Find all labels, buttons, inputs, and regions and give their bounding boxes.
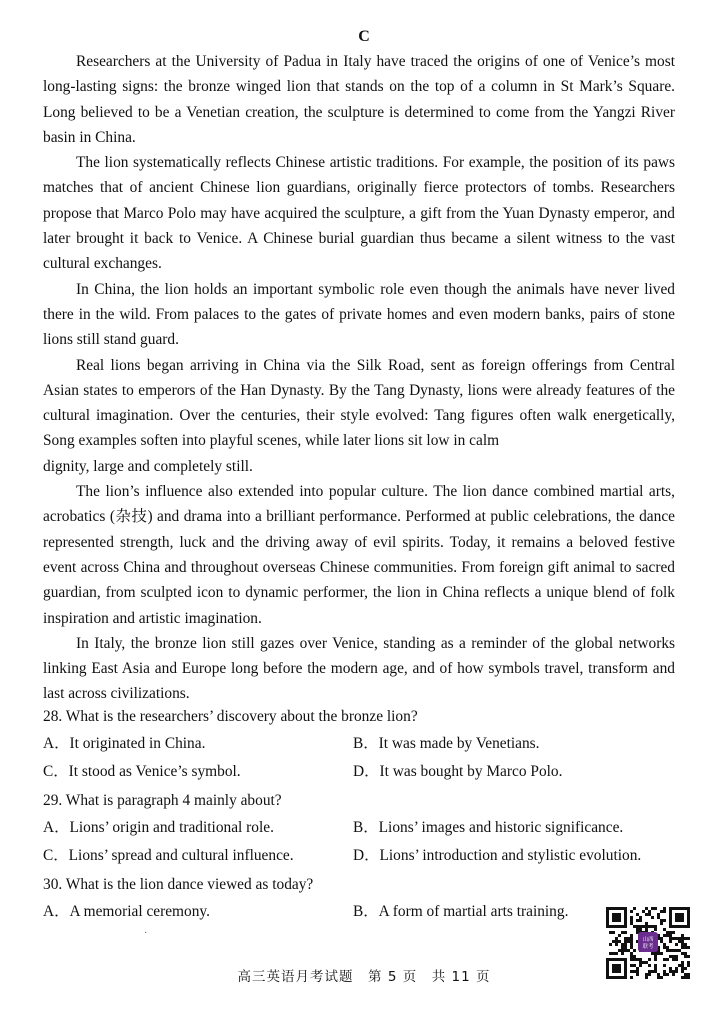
option-a[interactable]: A．It originated in China.	[43, 735, 206, 752]
section-label: C	[358, 28, 370, 45]
passage-paragraph-3: In China, the lion holds an important symbolic role even though the animals have never lived there in the wild. From palaces to the gates of private homes and even modern banks, pairs of stone lions still stand guard.	[43, 280, 675, 349]
qr-badge-line-1: 山西	[642, 937, 654, 943]
option-row	[43, 842, 683, 870]
passage-paragraph-6: In Italy, the bronze lion still gazes over Venice, standing as a reminder of the global networks linking East Asia and Europe long before the modern age, and of how symbols travel, transform and last across civilizations.	[43, 634, 675, 703]
page-footer: 高三英语月考试题 第 5 页 共 11 页	[237, 969, 491, 985]
question-30	[43, 872, 683, 926]
option-b[interactable]: B．Lions’ images and historic significance.	[353, 819, 624, 836]
question-list	[43, 704, 683, 926]
option-b[interactable]: B．A form of martial arts training.	[353, 903, 569, 920]
question-28	[43, 704, 683, 786]
option-d[interactable]: D．Lions’ introduction and stylistic evolution.	[353, 847, 642, 864]
passage-paragraph-4-last-line: dignity, large and completely still.	[43, 457, 253, 475]
passage-paragraph-5: The lion’s influence also extended into popular culture. The lion dance combined martial arts, acrobatics (杂技) and drama into a brilliant performance. Performed at public celebrations, the dance represented strength, luck and the driving away of evil spirits. Today, it remains a beloved festive event across China and throughout overseas Chinese communities. From foreign gift animal to sacred guardian, from sculpted icon to dynamic performer, the lion in China reflects a unique blend of folk inspiration and artistic imagination.	[43, 483, 675, 627]
question-29	[43, 788, 683, 870]
passage-paragraph-4: Real lions began arriving in China via the Silk Road, sent as foreign offerings from Central Asian states to emperors of the Han Dynasty. By the Tang Dynasty, lions were already features of the cultural imagination. Over the centuries, their style evolved: Tang figures often walk energetically, Song examples soften into playful scenes, while later lions sit low in calm	[43, 356, 675, 450]
option-d[interactable]: D．It was bought by Marco Polo.	[353, 763, 563, 780]
passage-paragraph-2: The lion systematically reflects Chinese artistic traditions. For example, the position of its paws matches that of ancient Chinese lion guardians, originally fierce protectors of tombs. Researchers propose that Marco Polo may have acquired the sculpture, a gift from the Yuan Dynasty emperor, and later brought it back to Venice. A Chinese burial guardian thus became a silent witness to the vast cultural exchanges.	[43, 154, 675, 273]
passage-paragraph-1: Researchers at the University of Padua in Italy have traced the origins of one of Venice’s most long-lasting signs: the bronze winged lion that stands on the top of a column in St Mark’s Square. Long believed to be a Venetian creation, the sculpture is determined to come from the Yangzi River basin in China.	[43, 53, 675, 146]
option-row	[43, 730, 683, 758]
qr-code-icon[interactable]	[605, 906, 691, 980]
option-c[interactable]: C．It stood as Venice’s symbol.	[43, 763, 241, 780]
option-a[interactable]: A．Lions’ origin and traditional role.	[43, 819, 274, 836]
option-b[interactable]: B．It was made by Venetians.	[353, 735, 540, 752]
option-c[interactable]: C．Lions’ spread and cultural influence.	[43, 847, 294, 864]
option-row	[43, 758, 683, 786]
question-stem: 30. What is the lion dance viewed as today?	[43, 876, 314, 893]
reading-passage	[43, 49, 675, 707]
option-row	[43, 814, 683, 842]
stray-mark: ·	[144, 928, 148, 939]
qr-badge-line-2: 联考	[642, 944, 654, 950]
question-stem: 29. What is paragraph 4 mainly about?	[43, 792, 282, 809]
question-stem: 28. What is the researchers’ discovery about the bronze lion?	[43, 708, 418, 725]
option-a[interactable]: A．A memorial ceremony.	[43, 903, 210, 920]
option-row	[43, 898, 683, 926]
